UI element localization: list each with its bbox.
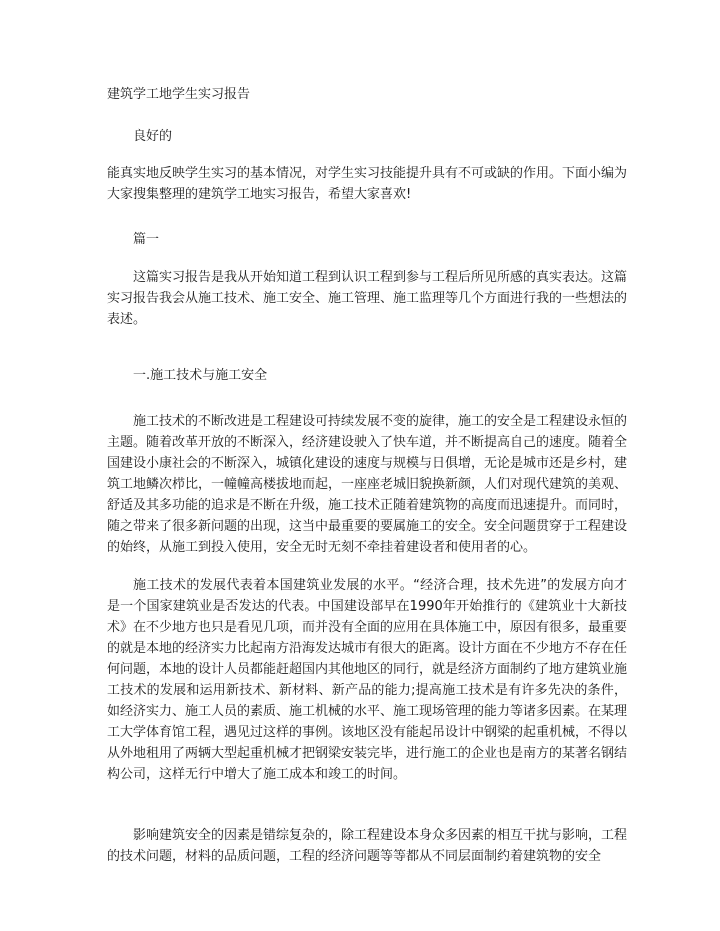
document-title: 建筑学工地学生实习报告: [107, 87, 251, 102]
label-good: 良好的: [133, 129, 173, 144]
intro-paragraph: 能真实地反映学生实习的基本情况，对学生实习技能提升具有不可或缺的作用。下面小编为大家搜集整理的建筑学工地实习报告，希望大家喜欢!: [107, 166, 628, 202]
section-heading-construction-tech: 一.施工技术与施工安全: [133, 368, 268, 383]
paragraph-tech-safety: 施工技术的不断改进是工程建设可持续发展不变的旋律，施工的安全是工程建设永恒的主题。随着改革开放的不断深入，经济建设驶入了快车道，并不断提高自己的速度。随着全国建设小康社会的不断深入，城镇化建设的速度与规模与日俱增，无论是城市还是乡村，建筑工地鳞次栉比，一幢幢高楼拔地而起，一座座老城旧貌换新颜，人们对现代建筑的美观、舒适及其多功能的追求是不断在升级，施工技术正随着建筑物的高度而迅速提升。而同时，随之带来了很多新问题的出现，这当中最重要的要属施工的安全。安全问题贯穿于工程建设的始终，从施工到投入使用，安全无时无刻不牵挂着建设者和使用者的心。: [107, 414, 628, 555]
paragraph-safety-factors: 影响建筑安全的因素是错综复杂的，除工程建设本身众多因素的相互干扰与影响，工程的技术问题，材料的品质问题，工程的经济问题等等都从不同层面制约着建筑物的安全: [107, 828, 628, 864]
part-one-heading: 篇一: [133, 232, 160, 247]
paragraph-tech-development: 施工技术的发展代表着本国建筑业发展的水平。“经济合理，技术先进”的发展方向才是一个国家建筑业是否发达的代表。中国建设部早在1990年开始推行的《建筑业十大新技术》在不少地方也只是看见几项，而并没有全面的应用在具体施工中，原因有很多，最重要的就是本地的经济实力比起南方沿海发达城市有很大的距离。设计方面在不少地方不存在任何问题，本地的设计人员都能赶超国内其他地区的同行，就是经济方面制约了地方建筑业施工技术的发展和运用新技术、新材料、新产品的能力;提高施工技术是有许多先决的条件，如经济实力、施工人员的素质、施工机械的水平、施工现场管理的能力等诸多因素。在某理工大学体育馆工程，遇见过这样的事例。该地区没有能起吊设计中钢梁的起重机械，不得以从外地租用了两辆大型起重机械才把钢梁安装完毕，进行施工的企业也是南方的某著名钢结构公司，这样无行中增大了施工成本和竣工的时间。: [107, 578, 628, 782]
paragraph-overview: 这篇实习报告是我从开始知道工程到认识工程到参与工程后所见所感的真实表达。这篇实习报告我会从施工技术、施工安全、施工管理、施工监理等几个方面进行我的一些想法的表述。: [107, 270, 628, 327]
